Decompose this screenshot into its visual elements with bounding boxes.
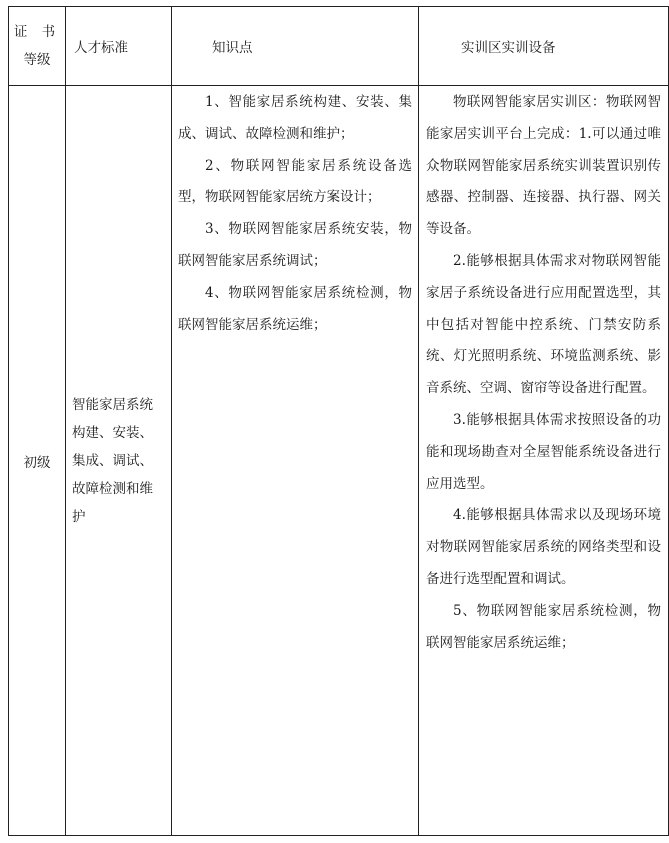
knowledge-item: 2、物联网智能家居系统设备选型，物联网智能家居统方案设计； (178, 157, 412, 206)
equipment-item: 2.能够根据具体需求对物联网智能家居子系统设备进行应用配置选型，其中包括对智能中控系统、门禁安防系统、灯光照明系统、环境监测系统、影音系统、空调、窗帘等设备进行配置。 (426, 252, 661, 397)
knowledge-cell (172, 86, 419, 836)
equipment-item: 3.能够根据具体需求按照设备的功能和现场勘查对全屋智能系统设备进行应用选型。 (426, 411, 661, 492)
table-row (9, 86, 669, 836)
knowledge-item: 4、物联网智能家居系统检测，物联网智能家居系统运维； (178, 284, 412, 333)
header-cell-knowledge (172, 7, 419, 86)
header-talent-label: 人才标准 (74, 40, 128, 56)
knowledge-item: 3、物联网智能家居系统安装，物联网智能家居系统调试； (178, 221, 412, 269)
level-cell (9, 86, 66, 836)
header-knowledge-label: 知识点 (212, 40, 253, 56)
header-cell-level (9, 7, 66, 86)
talent-value: 智能家居系统构建、安装、集成、调试、故障检测和维护 (72, 396, 153, 525)
knowledge-item: 1、智能家居系统构建、安装、集成、调试、故障检测和维护； (178, 94, 412, 142)
table-header-row (9, 7, 669, 86)
header-equipment-label: 实训区实训设备 (461, 40, 556, 56)
level-value: 初级 (23, 454, 51, 471)
equipment-item: 5、物联网智能家居系统检测，物联网智能家居系统运维； (426, 602, 661, 651)
equipment-item: 4.能够根据具体需求以及现场环境对物联网智能家居系统的网络类型和设备进行选型配置和调试。 (426, 507, 661, 587)
equipment-cell (419, 86, 669, 836)
header-cell-talent (66, 7, 172, 86)
certificate-standards-table (8, 6, 669, 836)
header-level-line1: 证 书 (13, 24, 61, 40)
header-cell-equipment (419, 7, 669, 86)
talent-cell (66, 86, 172, 836)
header-level-line2: 等级 (23, 52, 51, 68)
equipment-item: 物联网智能家居实训区：物联网智能家居实训平台上完成：1.可以通过唯众物联网智能家居系统实训装置识别传感器、控制器、连接器、执行器、网关等设备。 (426, 94, 661, 238)
